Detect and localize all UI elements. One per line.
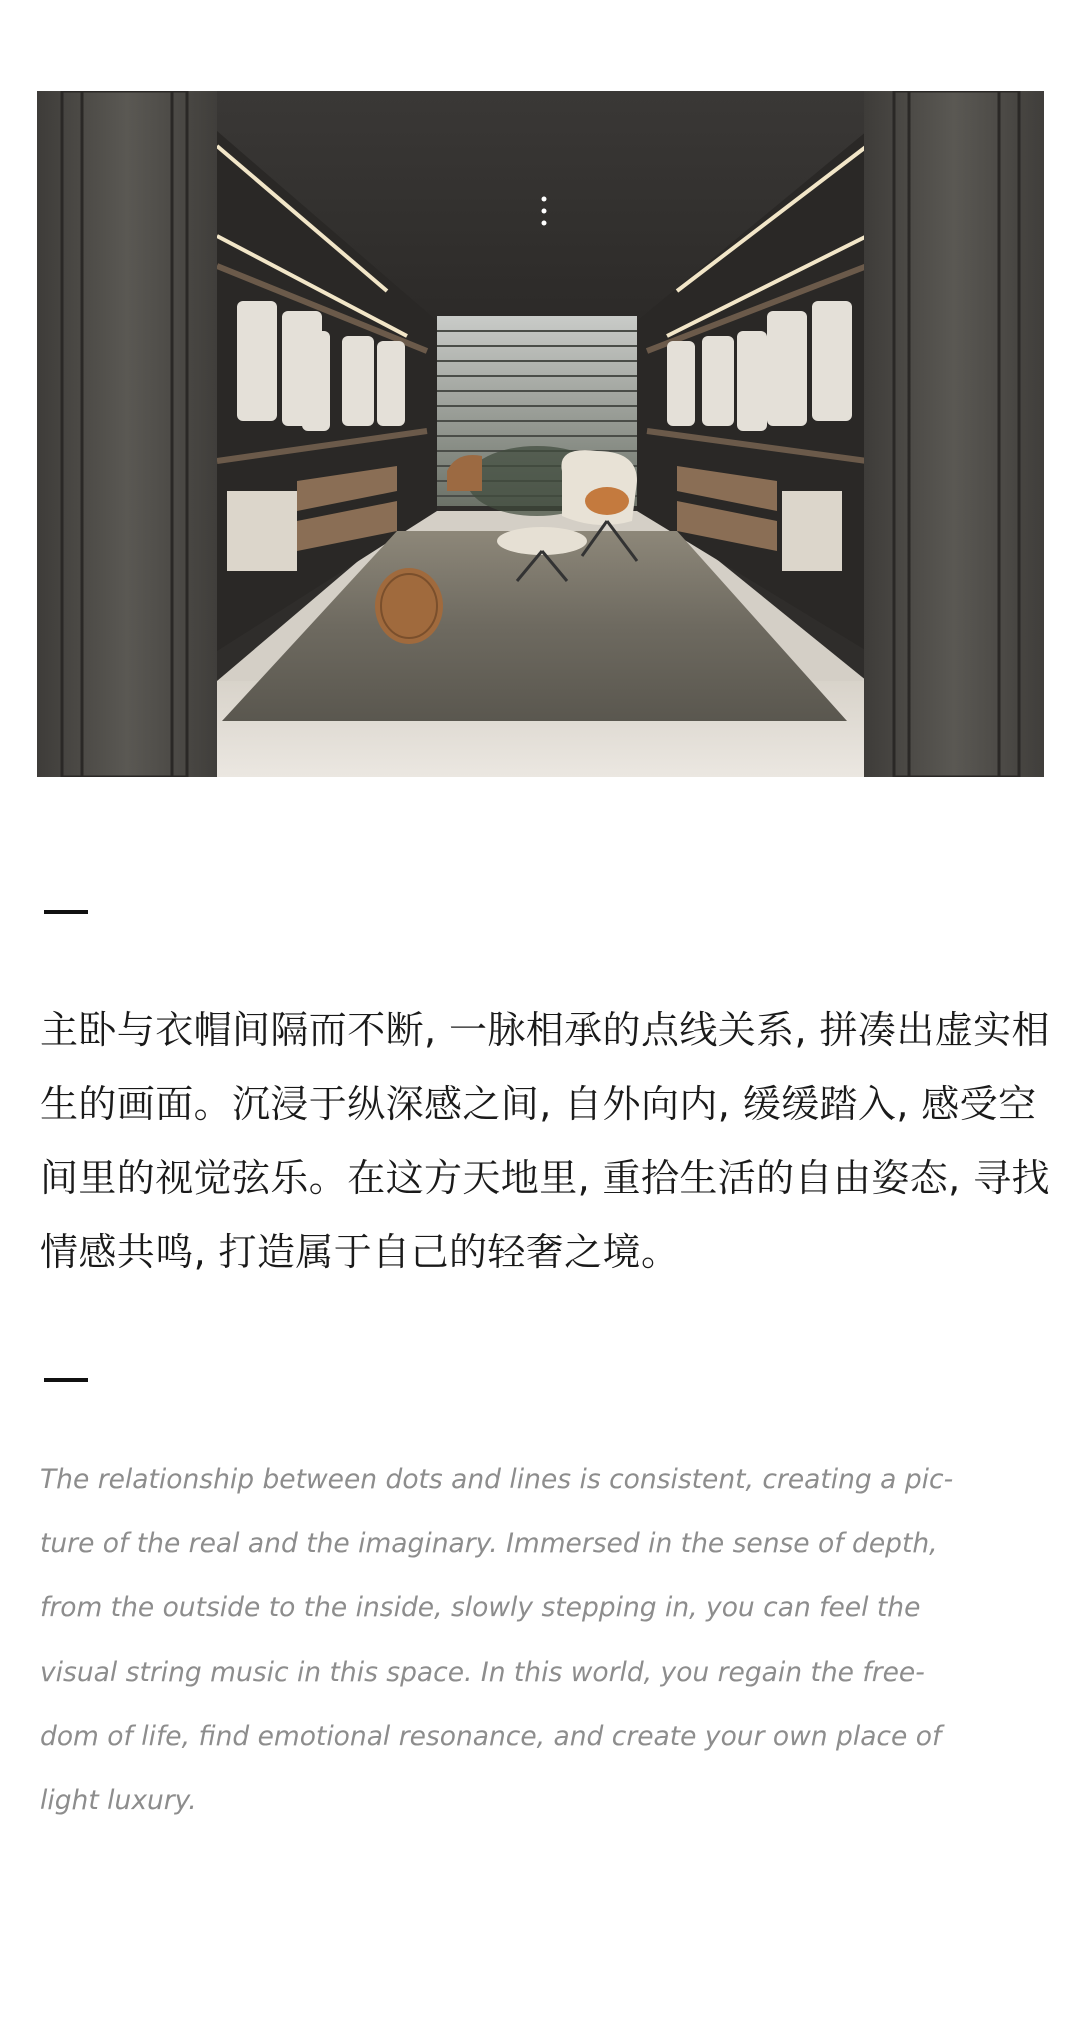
english-paragraph bbox=[40, 1448, 954, 1833]
chinese-paragraph: 主卧与衣帽间隔而不断, 一脉相承的点线关系, 拼凑出虚实相生的画面。沉浸于纵深感之间, 自外向内, 缓缓踏入, 感受空间里的视觉弦乐。在这方天地里, 重拾生活的自由姿态, 寻找情感共鸣, 打造属于自己的轻奢之境。 bbox=[40, 1008, 1050, 1274]
english-line: ture of the real and the imaginary. Immersed in the sense of depth, bbox=[40, 1528, 938, 1560]
section-divider bbox=[44, 1378, 88, 1382]
hero-image bbox=[37, 91, 1044, 777]
section-divider bbox=[44, 910, 88, 914]
english-line: dom of life, find emotional resonance, and create your own place of bbox=[40, 1720, 942, 1752]
english-line: light luxury. bbox=[40, 1785, 197, 1817]
english-line: visual string music in this space. In this world, you regain the free- bbox=[40, 1656, 925, 1688]
walk-in-closet-photo bbox=[37, 91, 1044, 777]
english-line: from the outside to the inside, slowly stepping in, you can feel the bbox=[40, 1592, 921, 1624]
english-line: The relationship between dots and lines is consistent, creating a pic- bbox=[40, 1464, 954, 1495]
